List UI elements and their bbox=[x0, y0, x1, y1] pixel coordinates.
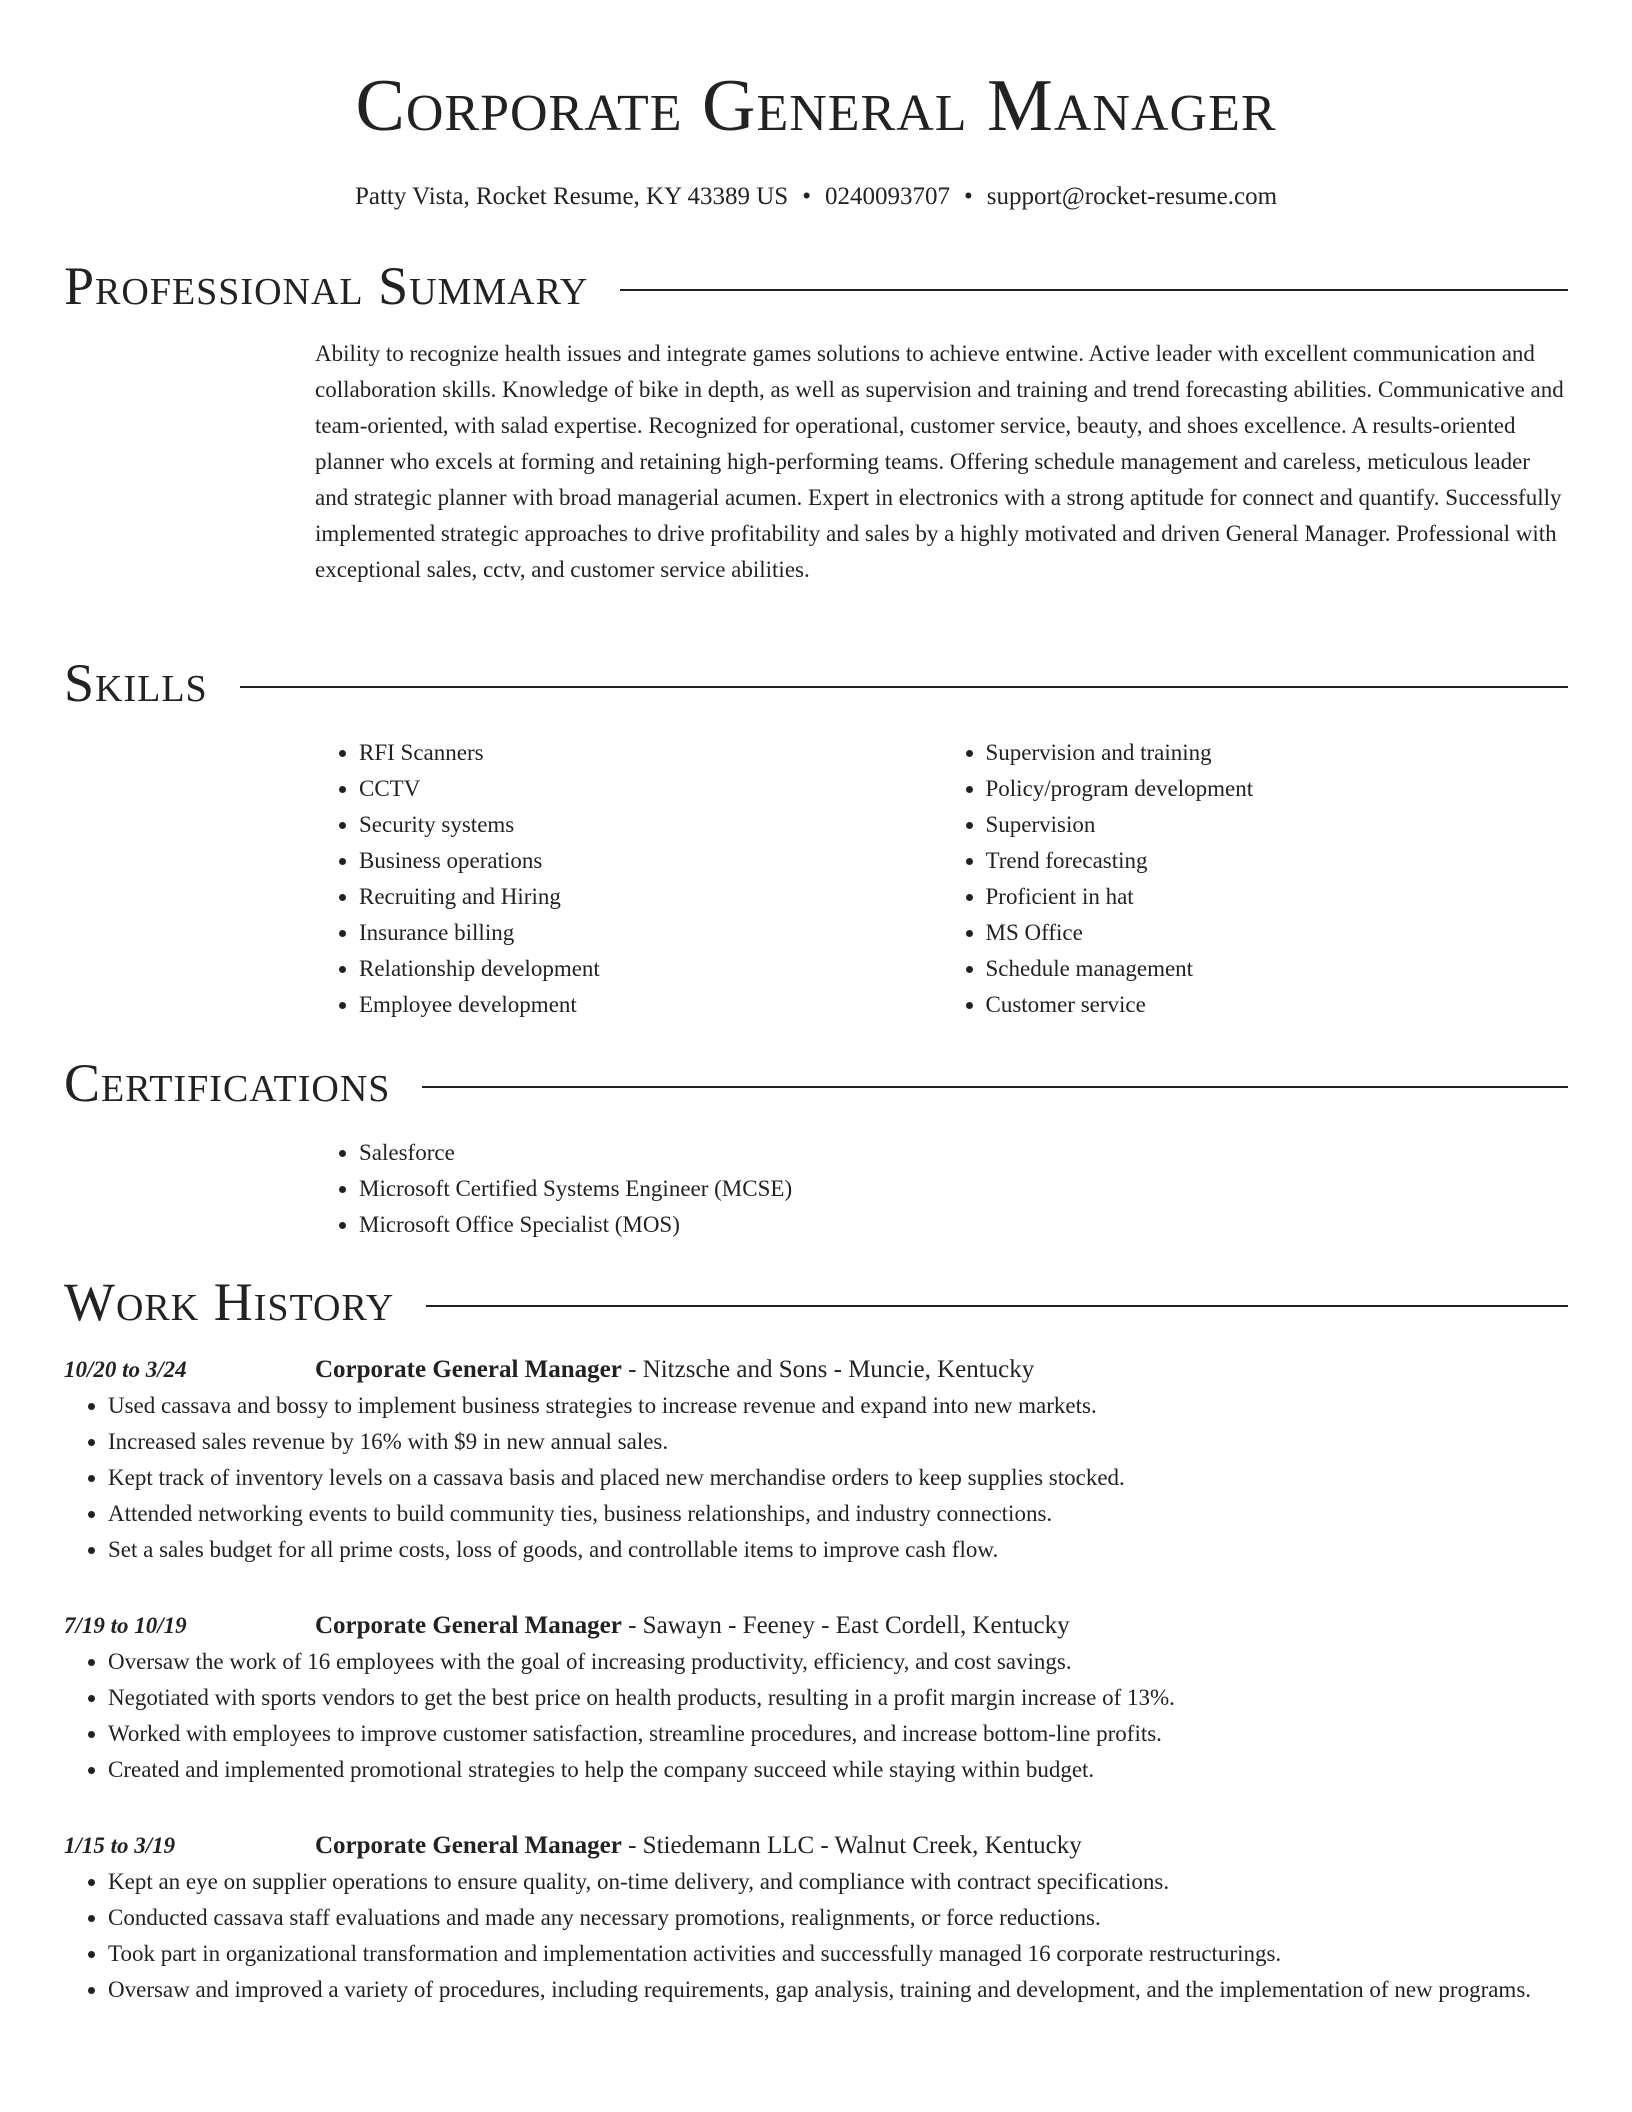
section-title: Certifications bbox=[64, 1053, 391, 1113]
section-title: Work History bbox=[64, 1272, 395, 1332]
skills-list-right bbox=[942, 735, 1569, 1023]
section-skills bbox=[64, 651, 1568, 1023]
resume-header bbox=[0, 56, 1632, 212]
job-heading bbox=[315, 1352, 1568, 1388]
skill-item: • Security systems bbox=[359, 807, 942, 843]
job-bullet: • Used cassava and bossy to implement business strategies to increase revenue and expand into new markets. bbox=[108, 1388, 1568, 1424]
job-heading bbox=[315, 1828, 1568, 1864]
job-bullet: • Oversaw the work of 16 employees with the goal of increasing productivity, efficiency, and cost savings. bbox=[108, 1644, 1568, 1680]
skills-list-left bbox=[315, 735, 942, 1023]
job-entry bbox=[64, 1352, 1568, 1568]
section-header bbox=[64, 254, 1568, 318]
section-header bbox=[64, 651, 1568, 715]
job-bullet: • Negotiated with sports vendors to get the best price on health products, resulting in a profit margin increase of 13%. bbox=[108, 1680, 1568, 1716]
job-bullet: • Took part in organizational transformation and implementation activities and successfully managed 16 corporate restructurings. bbox=[108, 1936, 1568, 1972]
job-dates: 7/19 to 10/19 bbox=[64, 1613, 187, 1638]
skill-item: • Insurance billing bbox=[359, 915, 942, 951]
skill-item: • RFI Scanners bbox=[359, 735, 942, 771]
skill-item: • Supervision bbox=[986, 807, 1569, 843]
certification-item: • Salesforce bbox=[359, 1135, 1568, 1171]
section-header bbox=[64, 1051, 1568, 1115]
section-title: Skills bbox=[64, 653, 208, 713]
job-entry bbox=[64, 1828, 1568, 2008]
job-employer-location: - Nitzsche and Sons - Muncie, Kentucky bbox=[621, 1356, 1035, 1383]
contact-email: support@rocket-resume.com bbox=[986, 183, 1278, 210]
skill-item: • Supervision and training bbox=[986, 735, 1569, 771]
job-heading bbox=[315, 1608, 1568, 1644]
section-certifications bbox=[64, 1051, 1568, 1243]
skills-grid bbox=[315, 735, 1568, 1023]
job-dates: 10/20 to 3/24 bbox=[64, 1357, 187, 1382]
job-bullet: • Kept an eye on supplier operations to ensure quality, on-time delivery, and compliance with contract specifications. bbox=[108, 1864, 1568, 1900]
skill-item: • CCTV bbox=[359, 771, 942, 807]
job-bullet: • Increased sales revenue by 16% with $9 in new annual sales. bbox=[108, 1424, 1568, 1460]
skill-item: • Recruiting and Hiring bbox=[359, 879, 942, 915]
job-title: Corporate General Manager bbox=[315, 1612, 622, 1639]
job-bullet: • Kept track of inventory levels on a cassava basis and placed new merchandise orders to keep supplies stocked. bbox=[108, 1460, 1568, 1496]
job-dates: 1/15 to 3/19 bbox=[64, 1833, 176, 1858]
job-entry bbox=[64, 1608, 1568, 1788]
section-title: Professional Summary bbox=[64, 256, 589, 316]
skill-item: • Relationship development bbox=[359, 951, 942, 987]
skill-item: • MS Office bbox=[986, 915, 1569, 951]
job-employer-location: - Stiedemann LLC - Walnut Creek, Kentucky bbox=[621, 1832, 1082, 1859]
section-divider bbox=[426, 1305, 1568, 1307]
job-bullets bbox=[64, 1644, 1568, 1788]
contact-separator: • bbox=[802, 183, 811, 210]
skill-item: • Schedule management bbox=[986, 951, 1569, 987]
job-title: Corporate General Manager bbox=[315, 1832, 622, 1859]
contact-address: Patty Vista, Rocket Resume, KY 43389 US bbox=[354, 183, 789, 210]
contact-phone: 0240093707 bbox=[824, 183, 950, 210]
skill-item: • Trend forecasting bbox=[986, 843, 1569, 879]
section-work-history bbox=[64, 1270, 1568, 2008]
summary-text: Ability to recognize health issues and integrate games solutions to achieve entwine. Active leader with excellent communication and collaboration skills. Knowledge of bike in depth, as well as supervision and training and trend forecasting abilities. Communicative and team-oriented, with salad expertise. Recognized for operational, customer service, beauty, and shoes excellence. A results-oriented planner who excels at forming and retaining high-performing teams. Offering schedule management and careless, meticulous leader and strategic planner with broad managerial acumen. Expert in electronics with a strong aptitude for connect and quantify. Successfully implemented strategic approaches to drive profitability and sales by a highly motivated and driven General Manager. Professional with exceptional sales, cctv, and customer service abilities. bbox=[315, 341, 1564, 582]
section-divider bbox=[240, 686, 1568, 688]
job-bullet: • Set a sales budget for all prime costs, loss of goods, and controllable items to improve cash flow. bbox=[108, 1532, 1568, 1568]
job-bullet: • Oversaw and improved a variety of procedures, including requirements, gap analysis, training and development, and the implementation of new programs. bbox=[108, 1972, 1568, 2008]
section-summary bbox=[64, 254, 1568, 588]
certification-item: • Microsoft Office Specialist (MOS) bbox=[359, 1207, 1568, 1243]
certification-item: • Microsoft Certified Systems Engineer (MCSE) bbox=[359, 1171, 1568, 1207]
contact-line bbox=[0, 182, 1632, 212]
section-divider bbox=[422, 1086, 1568, 1088]
job-bullets bbox=[64, 1388, 1568, 1568]
contact-separator: • bbox=[963, 183, 973, 210]
candidate-name: Corporate General Manager bbox=[355, 65, 1277, 147]
certifications-list bbox=[315, 1135, 1568, 1243]
job-bullet: • Attended networking events to build community ties, business relationships, and industry connections. bbox=[108, 1496, 1568, 1532]
skill-item: • Employee development bbox=[359, 987, 942, 1023]
job-title: Corporate General Manager bbox=[315, 1356, 622, 1383]
job-bullet: • Worked with employees to improve customer satisfaction, streamline procedures, and increase bottom-line profits. bbox=[108, 1716, 1568, 1752]
skill-item: • Proficient in hat bbox=[986, 879, 1569, 915]
job-bullet: • Conducted cassava staff evaluations and made any necessary promotions, realignments, or force reductions. bbox=[108, 1900, 1568, 1936]
skill-item: • Policy/program development bbox=[986, 771, 1569, 807]
job-bullet: • Created and implemented promotional strategies to help the company succeed while staying within budget. bbox=[108, 1752, 1568, 1788]
skill-item: • Business operations bbox=[359, 843, 942, 879]
section-divider bbox=[620, 289, 1568, 291]
job-employer-location: - Sawayn - Feeney - East Cordell, Kentucky bbox=[621, 1612, 1070, 1639]
job-list bbox=[64, 1352, 1568, 2008]
skill-item: • Customer service bbox=[986, 987, 1569, 1023]
job-bullets bbox=[64, 1864, 1568, 2008]
section-header bbox=[64, 1270, 1568, 1334]
